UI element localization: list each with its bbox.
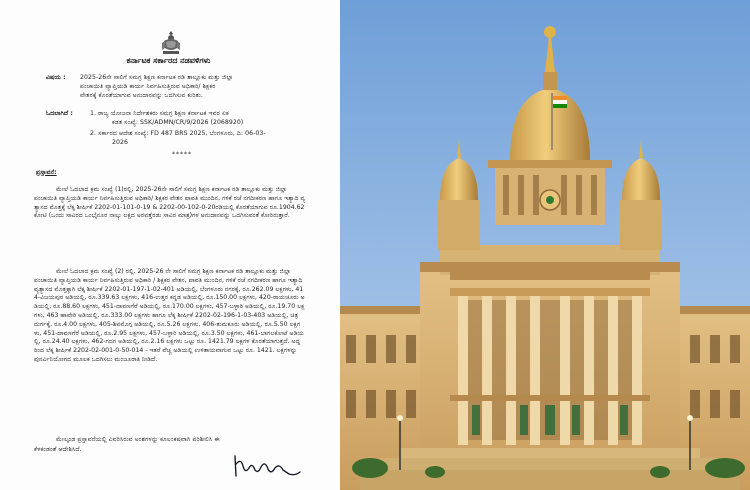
subject-label: ವಿಷಯ : (46, 74, 66, 81)
closing-line-1: ಮೇಲ್ಕಂಡ ಪ್ರಸ್ತಾವನೆಯಲ್ಲಿ ವಿವರಿಸಿರುವ ಅಂಶಗಳನ್ನು ಕೂಲಂಕಷವಾಗಿ ಪರಿಶೀಲಿಸಿ ಈ (56, 436, 220, 443)
state-emblem-icon (160, 30, 182, 56)
vidhana-soudha-photo (340, 0, 750, 490)
government-order-document (0, 0, 337, 490)
closing-line-2: ಕೆಳಕಂಡಂತೆ ಆದೇಶಿಸಿದೆ. (34, 446, 82, 453)
building-illustration (340, 0, 750, 490)
reference-1-line-2: ಕಡತ ಸಂಖ್ಯೆ: SSK/ADMN/CR/9/2026 (2068920) (112, 119, 244, 126)
government-header: ಕರ್ನಾಟಕ ಸರ್ಕಾರದ ನಡವಳಿಗಳು (126, 56, 211, 65)
preamble-label: ಪ್ರಸ್ತಾವನೆ: (36, 169, 57, 176)
reference-label: ಓದಲಾಗಿದೆ : (46, 110, 73, 117)
signature (225, 448, 305, 480)
reference-1-line-1: 1. ರಾಜ್ಯ ಯೋಜನಾ ನಿರ್ದೇಶಕರು ಸಮಗ್ರ ಶಿಕ್ಷಣ ಕರ್ನಾಟಕ ಇವರ ಏಕ (90, 110, 229, 117)
subject-text-line-2: ಪಂಚಾಯಿತಿ ವ್ಯಾಪ್ತಿಯಡಿ ಕಾರ್ಯ ನಿರ್ವಹಿಸುತ್ತಿರುವ ಅಧಿಕಾರಿ/ ಶಿಕ್ಷಕರ (80, 83, 216, 90)
preamble-paragraph-1: ಮೇಲೆ ಓದಲಾದ ಕ್ರಮ ಸಂಖ್ಯೆ (1)ರಲ್ಲಿ, 2025-26ನೇ ಸಾಲಿಗೆ ಸಮಗ್ರ ಶಿಕ್ಷಣ ಕರ್ನಾಟಕ ರಡಿ ತಾಲ್ಲೂಕು ಮತ್ತು ಜಿಲ್ಲಾ ಪಂಚಾಯಿತಿ ವ್ಯಾಪ್ತಿಯಡಿ ಕಾರ್ಯ ನಿರ್ವಹಿಸುತ್ತಿರುವ ಅಧಿಕಾರಿ/ ಶಿಕ್ಷಕರ ವೇತನ ಪಾವತಿ ಮುಂದಿನ, ಗಳಿಕೆ ರಜೆ ನಗದೀಕರಣ ಹಾಗೂ ಇತ್ಯಾದಿ ವ್ಯತ್ಯಾಸದ ಮೊತ್ತಕ್ಕೆ ಲೆಕ್ಕ ಶೀರ್ಷಿಕೆ 2202-01-101-0-19 & 2202-00-102-0-20ರಡಿಯಲ್ಲಿ ಕೊರತೆಯಾಗುವ ರೂ.1904.62 ಕೋಟಿ (ಒಂದು ಸಾವಿರದ ಒಂಭೈನೂರ ನಾಲ್ಕು ಲಕ್ಷದ ಅರವತ್ತೆರಡು ಸಾವಿರ ಮಾತ್ರ)ಗಳ ಅನುದಾನವನ್ನು ಒದಗಿಸುವಂತೆ ಕೋರಿರುತ್ತಾರೆ. (34, 186, 306, 220)
subject-text-line-1: 2025-26ನೇ ಸಾಲಿಗೆ ಸಮಗ್ರ ಶಿಕ್ಷಣ ಕರ್ನಾಟಕ ರಡಿ ತಾಲ್ಲೂಕು ಮತ್ತು ಜಿಲ್ಲಾ (80, 74, 234, 81)
reference-2-line-1: 2. ಸರ್ಕಾರದ ಆದೇಶ ಸಂಖ್ಯೆ: FD 487 BRS 2025, ಬೆಂಗಳೂರು, ದಿ: 06-03- (90, 130, 266, 137)
reference-2-line-2: 2026 (112, 139, 128, 146)
preamble-paragraph-2: ಮೇಲೆ ಓದಲಾದ ಕ್ರಮ ಸಂಖ್ಯೆ (2) ರಲ್ಲಿ, 2025-26 ನೇ ಸಾಲಿಗೆ ಸಮಗ್ರ ಶಿಕ್ಷಣ ಕರ್ನಾಟಕ ರಡಿ ತಾಲ್ಲೂಕು ಮತ್ತು ಜಿಲ್ಲಾ ಪಂಚಾಯಿತಿ ವ್ಯಾಪ್ತಿಯಡಿ ಕಾರ್ಯ ನಿರ್ವಹಿಸುತ್ತಿರುವ ಅಧಿಕಾರಿ / ಶಿಕ್ಷಕರ ವೇತನ, ಪಾವತಿ ಮುಂದಿನ, ಗಳಿಕೆ ರಜೆ ನಗದೀಕರಣ ಹಾಗೂ ಇತ್ಯಾದಿ ವ್ಯತ್ಯಾಸದ ಮೊತ್ತಕ್ಕಾಗಿ ಲೆಕ್ಕ ಶೀರ್ಷಿಕೆ 2202-01-197-1-02-401 ಅಡಿಯಲ್ಲಿ, ಬೆಂಗಳೂರು ನಗರಕ್ಕೆ, ರೂ.262.09 ಲಕ್ಷಗಳು, 414-ವಿಜಯಪುರ ಅಡಿಯಲ್ಲಿ, ರೂ.339.63 ಲಕ್ಷಗಳು, 416-ಉತ್ತರ ಕನ್ನಡ ಅಡಿಯಲ್ಲಿ, ರೂ.150.00 ಲಕ್ಷಗಳು, 420-ರಾಯಚೂರು ಅಡಿಯಲ್ಲಿ, ರೂ.88.60 ಲಕ್ಷಗಳು, 451-ದಾವಣಗೆರೆ ಅಡಿಯಲ್ಲಿ, ರೂ.170.00 ಲಕ್ಷಗಳು, 457-ಬಳ್ಳಾರಿ ಅಡಿಯಲ್ಲಿ, ರೂ.19.70 ಲಕ್ಷಗಳು, 463 ಹಾವೇರಿ ಅಡಿಯಲ್ಲಿ, ರೂ.333.00 ಲಕ್ಷಗಳು ಹಾಗೂ ಲೆಕ್ಕ ಶೀರ್ಷಿಕೆ 2202-02-196-1-03-403 ಅಡಿಯಲ್ಲಿ, ಚಿತ್ರದುರ್ಗಕ್ಕೆ, ರೂ.4.00 ಲಕ್ಷಗಳು, 405-ಶಿವಮೊಗ್ಗ ಅಡಿಯಲ್ಲಿ, ರೂ.5.26 ಲಕ್ಷಗಳು, 406-ತುಮಕೂರು ಅಡಿಯಲ್ಲಿ, ರೂ.5.50 ಲಕ್ಷಗಳು, 451-ದಾವಣಗೆರೆ ಅಡಿಯಲ್ಲಿ, ರೂ.2.95 ಲಕ್ಷಗಳು, 457-ಬಳ್ಳಾರಿ ಅಡಿಯಲ್ಲಿ, ರೂ.3.50 ಲಕ್ಷಗಳು, 461-ಬಾಗಲಕೋಟೆ ಅಡಿಯಲ್ಲಿ, ರೂ.24.40 ಲಕ್ಷಗಳು, 462-ಗದಗ ಅಡಿಯಲ್ಲಿ, ರೂ.2.16 ಲಕ್ಷಗಳು ಒಟ್ಟು ರೂ. 1421.79 ಲಕ್ಷಗಳ ಕೊರತೆಯಾಗುತ್ತದೆ. ಅದ್ದರಿಂದ ಲೆಕ್ಕ ಶೀರ್ಷಿಕೆ 2202-02-001-0-50-014 - ಇತರೆ ವೆಚ್ಚ ಅಡಿಯಲ್ಲಿ ಉಳಿತಾಯವಾಗುವ ಒಟ್ಟು ರೂ. 1421. ಲಕ್ಷಗಳನ್ನು ಪುನರ್ವಿನಿಯೋಗದ ಮೂಲಕ ಒದಗಿಸಲು ಮಂಜೂರಾತಿ ನೀಡಿದೆ. (34, 268, 305, 363)
subject-text-line-3: ವೇತನಕ್ಕೆ ಕೊರತೆಯಾಗುವ ಅನುದಾನವನ್ನು ಒದಗಿಸುವ ಕುರಿತು. (80, 92, 203, 99)
separator: ***** (172, 151, 192, 158)
